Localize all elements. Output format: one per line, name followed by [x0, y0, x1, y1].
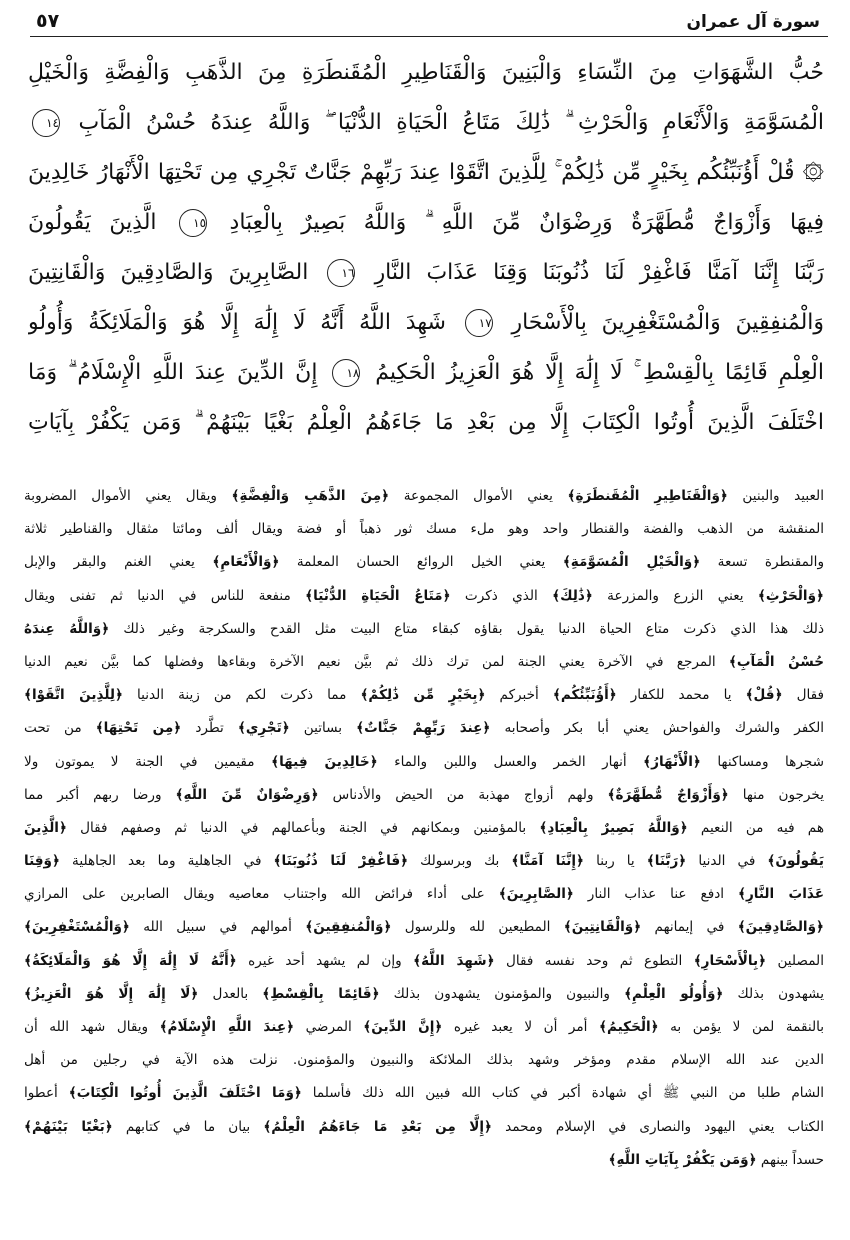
- quoted-verse: ﴿قُلْ﴾: [745, 687, 783, 704]
- commentary-text: ورضا ربهم أكبر مما: [24, 786, 176, 803]
- quoted-verse: ﴿وَالْحَرْثِ﴾: [757, 587, 824, 604]
- commentary-text: المرضي: [294, 1019, 364, 1035]
- commentary-text: والمقنطرة تسعة: [700, 554, 824, 571]
- tafsir-line: [24, 613, 824, 646]
- commentary-text: المطيعين لله وللرسول: [391, 919, 564, 936]
- quoted-verse: ﴿إِنَّنَا آمَنَّا﴾: [511, 853, 584, 870]
- quoted-verse: ﴿لِلَّذِينَ اتَّقَوْا﴾: [24, 687, 123, 704]
- quoted-verse: ﴿وَأُولُو الْعِلْمِ﴾: [624, 985, 724, 1002]
- commentary-text: أعطوا: [24, 1085, 69, 1102]
- tafsir-line: [24, 1077, 824, 1110]
- quoted-verse: ﴿وَمَا اخْتَلَفَ الَّذِينَ أُوتُوا الْكِتَابَ﴾: [68, 1085, 302, 1102]
- commentary-text: بساتين: [289, 720, 357, 737]
- commentary-text: المنقشة من الذهب والفضة والقنطار واحد وهو ملء مسك ثور ذهباً أو فضة ويقال ألف ومائتا مثقال والقناطير ثلاثة: [24, 521, 824, 538]
- commentary-text: ويقال شهد الله أن: [24, 1019, 160, 1035]
- tafsir-line: [24, 746, 824, 779]
- commentary-text: هم فيه من النعيم: [687, 819, 824, 836]
- commentary-text: بك وبرسولك: [408, 853, 512, 870]
- commentary-text: المصلين: [766, 952, 824, 969]
- tafsir-line: [24, 911, 824, 944]
- quran-line: [28, 248, 824, 298]
- commentary-text: ادفع عنا عذاب النار: [573, 886, 738, 903]
- commentary-text: في إيمانهم: [641, 919, 738, 936]
- commentary-text: أمر أن لا يعبد غيره: [442, 1019, 599, 1035]
- commentary-text: يا ربنا: [584, 853, 647, 870]
- ayah-number-marker: ١٨: [332, 359, 360, 387]
- quoted-verse: ﴿الصَّابِرِينَ﴾: [498, 886, 574, 903]
- quoted-verse: ﴿وَاللَّهُ عِندَهُ: [24, 620, 110, 637]
- commentary-text: يخرجون منها: [728, 786, 824, 803]
- commentary-text: ذلك هذا الذي ذكرت متاع الحياة الدنيا يقول بقاؤه كبقاء متاع البيت مثل القدح والسكرجة وغير ذلك: [109, 620, 824, 637]
- commentary-text: يعني الزرع والمزرعة: [592, 587, 758, 604]
- quoted-verse: ﴿وَاللَّهُ بَصِيرٌ بِالْعِبَادِ﴾: [539, 819, 688, 836]
- tafsir-line: [24, 480, 824, 513]
- quran-line: [28, 148, 824, 198]
- quoted-verse: ﴿لَا إِلَٰهَ إِلَّا هُوَ الْعَزِيزُ﴾: [24, 985, 199, 1002]
- quran-verse-text: فِيهَا وَأَزْوَاجٌ مُّطَهَّرَةٌ وَرِضْوَانٌ مِّنَ اللَّهِ ۗ وَاللَّهُ بَصِيرٌ بِالْعِبَادِ: [229, 210, 824, 235]
- quran-verse-text: حُبُّ الشَّهَوَاتِ مِنَ النِّسَاءِ وَالْبَنِينَ وَالْقَنَاطِيرِ الْمُقَنطَرَةِ مِنَ الذَّهَبِ وَالْفِضَّةِ وَالْخَيْلِ: [28, 60, 824, 85]
- tafsir-line: [24, 1011, 824, 1044]
- commentary-text: مما ذكرت لكم من زينة الدنيا: [122, 687, 361, 704]
- sura-title: سورة آل عمران: [686, 12, 820, 32]
- tafsir-line: [24, 1144, 824, 1177]
- quoted-verse: ﴿مِن تَحْتِهَا﴾: [95, 720, 182, 737]
- quran-verse-text: الْعِلْمِ قَائِمًا بِالْقِسْطِ ۚ لَا إِلَٰهَ إِلَّا هُوَ الْعَزِيزُ الْحَكِيمُ: [375, 360, 824, 385]
- commentary-text: من تحت: [24, 720, 96, 737]
- quoted-verse: ﴿وَالْمُنفِقِينَ﴾: [305, 919, 392, 936]
- quran-line: [28, 398, 824, 448]
- quoted-verse: ﴿عِندَ اللَّهِ الْإِسْلَامُ﴾: [159, 1019, 295, 1035]
- tafsir-line: [24, 546, 824, 579]
- quran-line: [28, 348, 824, 398]
- quoted-verse: ﴿ذَٰلِكَ﴾: [552, 587, 593, 604]
- quoted-verse: ﴿وَالصَّادِقِينَ﴾: [737, 919, 824, 936]
- tafsir-line: [24, 945, 824, 978]
- quoted-verse: ﴿وَالْمُسْتَغْفِرِينَ﴾: [24, 919, 130, 936]
- quoted-verse: ﴿بِالْأَسْحَارِ﴾: [693, 952, 767, 969]
- quoted-verse: ﴿خَالِدِينَ فِيهَا﴾: [271, 753, 378, 770]
- commentary-text: بالمؤمنين وبمكانهم في الجنة وبأعمالهم في الدنيا ثم وصفهم فقال: [66, 819, 540, 836]
- quoted-verse: ﴿فَاغْفِرْ لَنَا ذُنُوبَنَا﴾: [273, 853, 409, 870]
- commentary-text: بيان ما في كتابهم: [112, 1118, 264, 1135]
- quran-text-block: [28, 48, 824, 448]
- quran-line: [28, 98, 824, 148]
- quoted-verse: ﴿وَأَزْوَاجٌ مُّطَهَّرَةٌ﴾: [607, 786, 729, 803]
- tafsir-line: [24, 845, 824, 878]
- commentary-text: ويقال يعني الأموال المضروبة: [24, 488, 232, 504]
- ayah-number-marker: ١٧: [465, 309, 493, 337]
- quoted-verse: ﴿وَمَن يَكْفُرْ بِآيَاتِ اللَّهِ﴾: [608, 1151, 757, 1168]
- quoted-verse: ﴿قَائِمًا بِالْقِسْطِ﴾: [262, 985, 380, 1002]
- commentary-text: بالعدل: [198, 985, 263, 1002]
- commentary-text: يا محمد للكفار: [616, 687, 746, 704]
- commentary-text: منفعة للناس في الدنيا ثم تفنى ويقال: [24, 587, 306, 604]
- quoted-verse: ﴿وَالْأَنْعَامِ﴾: [212, 554, 280, 571]
- quoted-verse: حُسْنُ الْمَآبِ﴾: [728, 653, 824, 670]
- commentary-text: شجرها ومساكنها: [700, 753, 824, 770]
- quran-verse-text: الصَّابِرِينَ وَالصَّادِقِينَ وَالْقَانِتِينَ: [28, 260, 309, 285]
- quoted-verse: ﴿الْأَنْهَارُ﴾: [643, 753, 701, 770]
- commentary-text: أموالهم في سبيل الله: [129, 919, 306, 936]
- quoted-verse: ﴿وَرِضْوَانٌ مِّنَ اللَّهِ﴾: [175, 786, 319, 803]
- tafsir-line: [24, 812, 824, 845]
- quoted-verse: ﴿إِلَّا مِن بَعْدِ مَا جَاءَهُمُ الْعِلْمُ﴾: [263, 1118, 493, 1135]
- tafsir-line: [24, 513, 824, 546]
- commentary-text: التطوع ثم وحد نفسه فقال: [494, 952, 694, 969]
- quoted-verse: ﴿وَالْقَانِتِينَ﴾: [563, 919, 642, 936]
- tafsir-line: [24, 779, 824, 812]
- quoted-verse: ﴿أَنَّهُ لَا إِلَٰهَ إِلَّا هُوَ وَالْمَلَائِكَةُ﴾: [24, 952, 237, 969]
- page-number: ٥٧: [36, 10, 60, 32]
- commentary-text: تطَّرد: [181, 720, 238, 737]
- quoted-verse: ﴿عِندَ رَبِّهِمْ جَنَّاتٌ﴾: [356, 720, 491, 737]
- tafsir-line: [24, 978, 824, 1011]
- ayah-number-marker: ١٤: [32, 109, 60, 137]
- tafsir-line: [24, 1044, 824, 1077]
- commentary-text: أخبركم: [485, 687, 553, 704]
- quoted-verse: ﴿وَالْقَنَاطِيرِ الْمُقَنطَرَةِ﴾: [567, 488, 728, 504]
- tafsir-line: [24, 646, 824, 679]
- quran-line: [28, 48, 824, 98]
- quran-verse-text: ۞ قُلْ أَؤُنَبِّئُكُم بِخَيْرٍ مِّن ذَٰلِكُمْ ۚ لِلَّذِينَ اتَّقَوْا عِندَ رَبِّهِمْ جَنَّاتٌ تَجْرِي مِن تَحْتِهَا الْأَنْهَارُ خَالِدِينَ: [28, 160, 824, 185]
- quran-line: [28, 198, 824, 248]
- quran-verse-text: رَبَّنَا إِنَّنَا آمَنَّا فَاغْفِرْ لَنَا ذُنُوبَنَا وَقِنَا عَذَابَ النَّارِ: [374, 260, 824, 285]
- commentary-text: ولهم أزواج مهذبة من الحيض والأدناس: [318, 786, 608, 803]
- quran-verse-text: الْمُسَوَّمَةِ وَالْأَنْعَامِ وَالْحَرْثِ ۗ ذَٰلِكَ مَتَاعُ الْحَيَاةِ الدُّنْيَا ۖ وَاللَّهُ عِندَهُ حُسْنُ الْمَآبِ: [78, 110, 824, 135]
- commentary-text: فقال: [782, 687, 824, 704]
- quran-line: [28, 298, 824, 348]
- commentary-text: يعني الغنم والبقر والإبل: [24, 554, 213, 571]
- tafsir-text-block: [24, 480, 824, 1177]
- commentary-text: الكفر والشرك والفواحش يعني أبا بكر وأصحابه: [490, 720, 824, 737]
- commentary-text: الذي ذكرت: [450, 587, 553, 604]
- quran-verse-text: وَالْمُنفِقِينَ وَالْمُسْتَغْفِرِينَ بِالْأَسْحَارِ: [511, 310, 824, 335]
- ayah-number-marker: ١٦: [327, 259, 355, 287]
- quoted-verse: عَذَابَ النَّارِ﴾: [737, 886, 824, 903]
- commentary-text: العبيد والبنين: [727, 488, 824, 504]
- quoted-verse: ﴿مِنَ الذَّهَبِ وَالْفِضَّةِ﴾: [231, 488, 390, 504]
- quoted-verse: ﴿وَالْخَيْلِ الْمُسَوَّمَةِ﴾: [562, 554, 701, 571]
- tafsir-line: [24, 878, 824, 911]
- ayah-number-marker: ١٥: [179, 209, 207, 237]
- quran-verse-text: الَّذِينَ يَقُولُونَ: [28, 210, 157, 235]
- quoted-verse: ﴿وَقِنَا: [24, 853, 60, 870]
- quoted-verse: ﴿الْحَكِيمُ﴾: [599, 1019, 659, 1035]
- commentary-text: مقيمين في الجنة لا يموتون ولا: [24, 753, 272, 770]
- commentary-text: الدين عند الله الإسلام مقدم ومؤخر وشهد بذلك الملائكة والنبيون والمؤمنون. نزلت هذه الآية في رجلين من أهل: [24, 1052, 824, 1069]
- quoted-verse: ﴿مَتَاعُ الْحَيَاةِ الدُّنْيَا﴾: [305, 587, 451, 604]
- commentary-text: يعني الأموال المجموعة: [389, 488, 568, 504]
- commentary-text: وإن لم يشهد أحد غيره: [236, 952, 414, 969]
- quoted-verse: ﴿شَهِدَ اللَّهُ﴾: [413, 952, 495, 969]
- commentary-text: بالنقمة لمن لا يؤمن به: [658, 1019, 824, 1035]
- commentary-text: حسداً بينهم: [756, 1151, 824, 1168]
- quoted-verse: ﴿بِخَيْرٍ مِّن ذَٰلِكُمْ﴾: [360, 687, 486, 704]
- quran-verse-text: اخْتَلَفَ الَّذِينَ أُوتُوا الْكِتَابَ إِلَّا مِن بَعْدِ مَا جَاءَهُمُ الْعِلْمُ بَغْيًا بَيْنَهُمْ ۗ وَمَن يَكْفُرْ بِآيَاتِ: [28, 410, 824, 435]
- commentary-text: على أداء فرائض الله واجتناب معاصيه ويقال الصابرين على المرازي: [24, 886, 499, 903]
- quoted-verse: ﴿أَؤُنَبِّئُكُم﴾: [552, 687, 617, 704]
- tafsir-line: [24, 1111, 824, 1144]
- commentary-text: الشام طلبا من النبي ﷺ أي شهادة أكبر في كتاب الله فبين الله ذلك فأسلما: [301, 1085, 824, 1102]
- commentary-text: في الدنيا: [686, 853, 768, 870]
- tafsir-line: [24, 580, 824, 613]
- commentary-text: الكتاب يعني اليهود والنصارى في الإسلام ومحمد: [492, 1118, 824, 1135]
- quran-verse-text: شَهِدَ اللَّهُ أَنَّهُ لَا إِلَٰهَ إِلَّا هُوَ وَالْمَلَائِكَةُ وَأُولُو: [28, 310, 446, 335]
- tafsir-line: [24, 712, 824, 745]
- quoted-verse: ﴿رَبَّنَا﴾: [646, 853, 687, 870]
- commentary-text: والنبيون والمؤمنون يشهدون بذلك: [379, 985, 625, 1002]
- commentary-text: المرجع في الآخرة يعني الجنة لمن ترك ذلك ثم بيَّن نعيم الآخرة وبقاءها وفضلها كما بيَّن نعيم الدنيا: [24, 653, 729, 670]
- commentary-text: يعني الخيل الروائع الحسان المعلمة: [279, 554, 563, 571]
- commentary-text: في الجاهلية وما بعد الجاهلية: [59, 853, 274, 870]
- quran-verse-text: إِنَّ الدِّينَ عِندَ اللَّهِ الْإِسْلَامُ ۗ وَمَا: [28, 360, 318, 385]
- quoted-verse: ﴿بَغْيًا بَيْنَهُمْ﴾: [24, 1118, 113, 1135]
- tafsir-line: [24, 679, 824, 712]
- commentary-text: أنهار الخمر والعسل واللبن والماء: [377, 753, 644, 770]
- quoted-verse: يَقُولُونَ﴾: [767, 853, 824, 870]
- quoted-verse: ﴿إِنَّ الدِّينَ﴾: [363, 1019, 443, 1035]
- page-header: [30, 10, 828, 37]
- quoted-verse: ﴿الَّذِينَ: [24, 819, 67, 836]
- quoted-verse: ﴿تَجْرِي﴾: [237, 720, 290, 737]
- commentary-text: يشهدون بذلك: [723, 985, 824, 1002]
